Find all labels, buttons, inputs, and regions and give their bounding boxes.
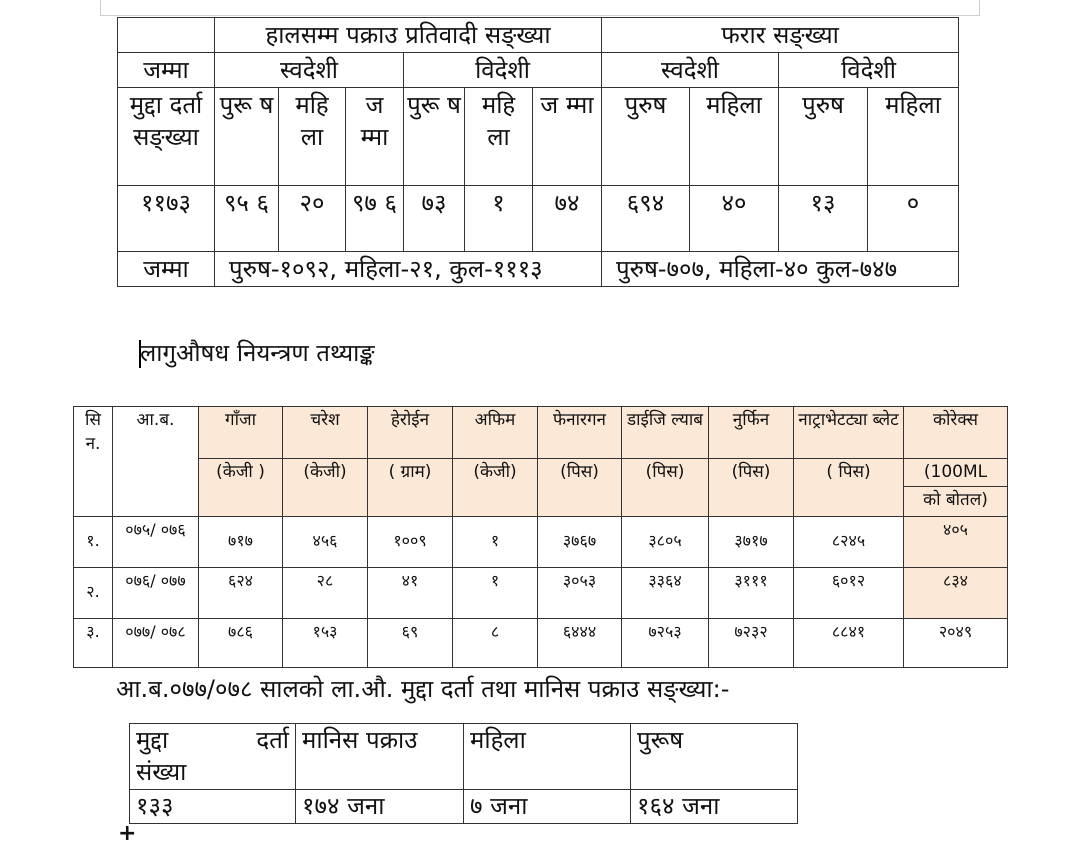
value-cell: ३८०५ [622, 517, 709, 568]
total-subheader: ज म्मा [346, 88, 404, 186]
fy-cell: ०७५/ ०७६ [113, 517, 199, 568]
female-header: महिला [464, 724, 631, 790]
case-header-word: मुद्दा [136, 726, 169, 754]
table-cell: ११७३ [118, 186, 215, 252]
male-header: पुरुष [602, 88, 690, 186]
value-cell: ६९ [368, 619, 453, 668]
table-row [118, 18, 959, 53]
value-cell: १ [453, 517, 538, 568]
foreign-header: विदेशी [404, 53, 602, 88]
table-cell: ७४ [533, 186, 602, 252]
table-row [118, 186, 959, 252]
male-header: पुरू ष [215, 88, 279, 186]
total-subheader: ज म्मा [533, 88, 602, 186]
table-cell: ४० [690, 186, 779, 252]
drug-header: गाँजा [199, 407, 283, 459]
drug-header: कोरेक्स [904, 407, 1008, 459]
table-cell: ९५ ६ [215, 186, 279, 252]
value-cell: ४०५ [904, 517, 1008, 568]
value-cell: १ [453, 568, 538, 619]
unit-cell: (पिस) [622, 459, 709, 517]
value-cell: ३७१७ [709, 517, 794, 568]
value-cell: १००९ [368, 517, 453, 568]
group-header-arrested: हालसम्म पक्राउ प्रतिवादी सङ्ख्या [215, 18, 602, 53]
sn-header: सि न. [74, 407, 113, 517]
table-row [130, 790, 798, 824]
value-cell: ३३६४ [622, 568, 709, 619]
fy-cell: ०७६/ ०७७ [113, 568, 199, 619]
table-row [118, 88, 959, 186]
value-cell: १५३ [283, 619, 368, 668]
table-row [74, 459, 1008, 487]
value-cell: ८२४५ [794, 517, 904, 568]
unit-cell: (पिस) [709, 459, 794, 517]
summary-arrested: पुरुष-१०९२, महिला-२१, कुल-१११३ [215, 252, 602, 287]
drug-header: अफिम [453, 407, 538, 459]
arrested-header: मानिस पक्राउ [296, 724, 464, 790]
unit-cell: ( पिस) [794, 459, 904, 517]
sn-cell: ३. [74, 619, 113, 668]
male-header: पुरू ष [404, 88, 465, 186]
table-row [130, 724, 798, 790]
case-summary-paragraph: आ.ब.०७७/०७८ सालको ला.औ. मुद्दा दर्ता तथा मानिस पक्राउ सङ्ख्या:- [116, 675, 730, 703]
value-cell: ६४४४ [538, 619, 622, 668]
drug-seizure-table [73, 406, 1008, 668]
value-cell: ८३४ [904, 568, 1008, 619]
page-margin-guide [100, 0, 980, 16]
value-cell: ८ [453, 619, 538, 668]
value-cell: ७१७ [199, 517, 283, 568]
male-header: पुरूष [631, 724, 798, 790]
drug-header: नाट्राभेटट्या ब्लेट [794, 407, 904, 459]
table-row [74, 568, 1008, 619]
value-cell: ८८४१ [794, 619, 904, 668]
table-row [74, 619, 1008, 668]
domestic-header: स्वदेशी [215, 53, 404, 88]
fy-cell: ०७७/ ०७८ [113, 619, 199, 668]
unit-cell: (पिस) [538, 459, 622, 517]
table-cell: ९७ ६ [346, 186, 404, 252]
abs-foreign-header: विदेशी [779, 53, 959, 88]
sn-cell: १. [74, 517, 113, 568]
value-cell: ३०५३ [538, 568, 622, 619]
value-cell: ३१११ [709, 568, 794, 619]
table-cell-empty [118, 18, 215, 53]
unit-cell: (केजी) [283, 459, 368, 517]
value-cell: ७२५३ [622, 619, 709, 668]
value-cell: २८ [283, 568, 368, 619]
case-arrest-table [129, 723, 798, 824]
arrested-cell: १७४ जना [296, 790, 464, 824]
table-row [74, 407, 1008, 459]
table-move-handle-icon[interactable]: + [118, 821, 137, 846]
unit-cell: (केजी) [453, 459, 538, 517]
unit-cell: (केजी ) [199, 459, 283, 517]
group-header-absconding: फरार सङ्ख्या [602, 18, 959, 53]
female-cell: ७ जना [464, 790, 631, 824]
arrest-summary-table [117, 17, 959, 287]
value-cell: ६२४ [199, 568, 283, 619]
fy-header: आ.ब. [113, 407, 199, 517]
table-cell: ७३ [404, 186, 465, 252]
sn-cell: २. [74, 568, 113, 619]
unit-cell: ( ग्राम) [368, 459, 453, 517]
value-cell: ४१ [368, 568, 453, 619]
summary-label: जम्मा [118, 252, 215, 287]
female-header: महिला [690, 88, 779, 186]
value-cell: ३७६७ [538, 517, 622, 568]
table-cell: १३ [779, 186, 868, 252]
case-count-cell: १३३ [130, 790, 296, 824]
table-row [118, 252, 959, 287]
table-cell: ० [868, 186, 959, 252]
unit-cell: (100ML [904, 459, 1008, 487]
value-cell: ७२३२ [709, 619, 794, 668]
drug-header: चरेश [283, 407, 368, 459]
table-row [118, 53, 959, 88]
section-heading: लागुऔषध नियन्त्रण तथ्याङ्क [140, 339, 375, 367]
drug-header: हेरोईन [368, 407, 453, 459]
case-header-word: दर्ता [256, 726, 289, 754]
value-cell: ७८६ [199, 619, 283, 668]
drug-header: नुर्फिन [709, 407, 794, 459]
value-cell: ६०१२ [794, 568, 904, 619]
value-cell: २०४९ [904, 619, 1008, 668]
drug-header: फेनारगन [538, 407, 622, 459]
unit-cell: को बोतल) [904, 487, 1008, 517]
female-header: महि ला [465, 88, 533, 186]
drug-header: डाईजि ल्याब [622, 407, 709, 459]
table-cell: १ [465, 186, 533, 252]
case-header-word: संख्या [136, 758, 187, 786]
female-header: महि ला [279, 88, 346, 186]
summary-absconding: पुरुष-७०७, महिला-४० कुल-७४७ [602, 252, 959, 287]
female-header: महिला [868, 88, 959, 186]
abs-domestic-header: स्वदेशी [602, 53, 779, 88]
case-count-header [130, 724, 296, 790]
table-cell: ६९४ [602, 186, 690, 252]
table-cell: २० [279, 186, 346, 252]
total-header: जम्मा [118, 53, 215, 88]
male-cell: १६४ जना [631, 790, 798, 824]
table-row [74, 517, 1008, 568]
case-count-header: मुद्दा दर्ता सङ्ख्या [118, 88, 215, 186]
value-cell: ४५६ [283, 517, 368, 568]
male-header: पुरुष [779, 88, 868, 186]
